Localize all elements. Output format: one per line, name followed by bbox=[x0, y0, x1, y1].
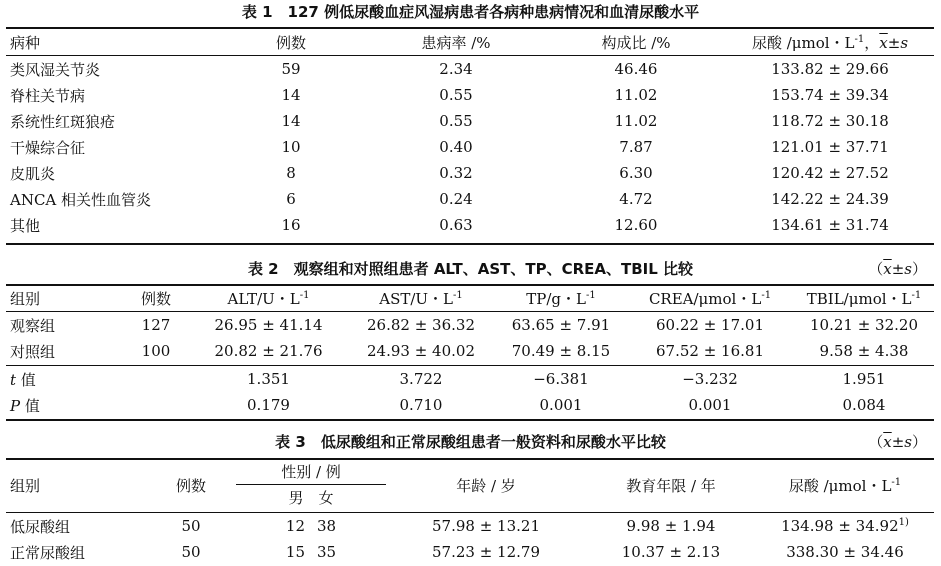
cell bbox=[756, 539, 934, 565]
cell: 皮肌炎 bbox=[10, 164, 56, 183]
cell: 60.22 ± 17.01 bbox=[656, 316, 764, 334]
cell: 153.74 ± 39.34 bbox=[771, 86, 889, 104]
cell: 1.351 bbox=[247, 370, 290, 388]
cell: 57.98 ± 13.21 bbox=[432, 517, 540, 535]
cell: 100 bbox=[141, 342, 171, 360]
sd-symbol: s bbox=[900, 33, 909, 52]
header-text: TBIL/μmol・L bbox=[806, 289, 912, 308]
table-row bbox=[6, 392, 934, 418]
cell: 8 bbox=[286, 164, 296, 182]
table2-header-group: 组别 bbox=[10, 289, 41, 308]
table1-body bbox=[6, 56, 934, 238]
table2-caption: 表 2 观察组和对照组患者 ALT、AST、TP、CREA、TBIL 比较 bbox=[247, 260, 694, 278]
table-row bbox=[6, 56, 934, 82]
cell: 低尿酸组 bbox=[10, 517, 71, 536]
cell: 类风湿关节炎 bbox=[10, 60, 101, 79]
mean-symbol: $\overline{x}$ bbox=[883, 260, 892, 278]
cell: 12 bbox=[285, 517, 305, 535]
table-row bbox=[6, 366, 934, 392]
cell: 121.01 ± 37.71 bbox=[771, 138, 889, 156]
table2-bottom-rule bbox=[6, 419, 934, 421]
cell: 4.72 bbox=[619, 190, 653, 208]
cell: 6 bbox=[286, 190, 296, 208]
table-row bbox=[6, 82, 934, 108]
cell: 0.40 bbox=[439, 138, 473, 156]
cell: 12.60 bbox=[614, 216, 658, 234]
superscript: -1 bbox=[585, 289, 596, 301]
cell: 9.98 ± 1.94 bbox=[626, 517, 716, 535]
cell: 干燥综合征 bbox=[10, 138, 86, 157]
sd-symbol: s bbox=[904, 433, 912, 451]
separator: ， bbox=[864, 33, 880, 52]
value: 338.30 ± 34.46 bbox=[786, 543, 904, 561]
table2-header-count: 例数 bbox=[140, 289, 171, 308]
table2-unit-note bbox=[868, 259, 927, 279]
stat-symbol: P bbox=[10, 396, 21, 415]
table3-header-uric-acid bbox=[756, 460, 934, 512]
table3-header-age: 年龄 / 岁 bbox=[456, 477, 516, 495]
cell: 133.82 ± 29.66 bbox=[771, 60, 889, 78]
table3-unit-note bbox=[868, 432, 927, 452]
cell: 6.30 bbox=[619, 164, 653, 182]
spacer bbox=[226, 539, 236, 565]
cell: 26.82 ± 36.32 bbox=[367, 316, 475, 334]
paren: ） bbox=[911, 260, 927, 278]
table3-header-group: 组别 bbox=[10, 477, 41, 495]
stat-suffix: 值 bbox=[16, 370, 36, 389]
superscript: -1 bbox=[911, 289, 922, 301]
table1-header-prevalence: 患病率 /% bbox=[421, 33, 491, 52]
cell: −6.381 bbox=[533, 370, 589, 388]
header-text: CREA/μmol・L bbox=[648, 289, 762, 308]
table2-header-ast bbox=[346, 286, 496, 310]
table2-header-alt bbox=[191, 286, 346, 310]
plus-minus: ± bbox=[891, 260, 905, 278]
footnote-marker: 1) bbox=[898, 517, 909, 528]
cell: 35 bbox=[317, 543, 337, 561]
mean-symbol: $\overline{x}$ bbox=[883, 433, 892, 451]
table2-body bbox=[6, 312, 934, 364]
table-row bbox=[6, 312, 934, 338]
table1-header-uric-acid bbox=[726, 29, 934, 55]
cell: 0.084 bbox=[842, 396, 886, 414]
cell: 正常尿酸组 bbox=[10, 543, 86, 562]
table2-header-tbil bbox=[794, 286, 934, 310]
t-value-label bbox=[6, 366, 121, 392]
table3-body bbox=[6, 513, 934, 565]
plus-minus: ± bbox=[887, 33, 901, 52]
cell bbox=[121, 392, 191, 418]
cell: 127 bbox=[141, 316, 171, 334]
table2-header bbox=[6, 286, 934, 310]
cell: 16 bbox=[281, 216, 301, 234]
cell: 11.02 bbox=[614, 112, 658, 130]
cell: 14 bbox=[281, 112, 301, 130]
cell: 15 bbox=[285, 543, 305, 561]
cell: 46.46 bbox=[614, 60, 658, 78]
cell: 67.52 ± 16.81 bbox=[656, 342, 764, 360]
table-row bbox=[6, 160, 934, 186]
cell: 7.87 bbox=[619, 138, 653, 156]
table2-header-row bbox=[6, 286, 934, 310]
mean-symbol: $\overline{x}$ bbox=[879, 33, 888, 52]
cell: 其他 bbox=[10, 216, 41, 235]
superscript: -1 bbox=[299, 289, 310, 301]
superscript: -1 bbox=[891, 477, 902, 488]
table1-header-composition: 构成比 /% bbox=[601, 33, 671, 52]
header-text: 尿酸 /μmol・L bbox=[788, 477, 892, 495]
cell: 26.95 ± 41.14 bbox=[214, 316, 323, 334]
cell: 10 bbox=[281, 138, 301, 156]
cell: 120.42 ± 27.52 bbox=[771, 164, 889, 182]
table2-header-tp bbox=[496, 286, 626, 310]
cell: 2.34 bbox=[439, 60, 473, 78]
cell bbox=[756, 513, 934, 539]
cell: 0.63 bbox=[439, 216, 473, 234]
table-row bbox=[6, 539, 934, 565]
table-row bbox=[6, 134, 934, 160]
plus-minus: ± bbox=[891, 433, 905, 451]
table1-header-disease: 病种 bbox=[10, 33, 41, 52]
superscript: -1 bbox=[761, 289, 772, 301]
cell: 观察组 bbox=[10, 316, 56, 335]
cell: 脊柱关节病 bbox=[10, 86, 86, 105]
uric-acid-unit: 尿酸 /μmol・L bbox=[751, 33, 855, 52]
stat-suffix: 值 bbox=[20, 396, 40, 415]
cell: 59 bbox=[281, 60, 301, 78]
cell: 0.55 bbox=[439, 86, 473, 104]
paren: （ bbox=[868, 260, 884, 278]
table1 bbox=[6, 29, 934, 55]
table3-header-education: 教育年限 / 年 bbox=[626, 477, 716, 495]
table1-bottom-rule bbox=[6, 243, 934, 245]
cell: 0.24 bbox=[439, 190, 473, 208]
cell: 142.22 ± 24.39 bbox=[771, 190, 889, 208]
table1-header-row bbox=[6, 29, 934, 55]
p-value-label bbox=[6, 392, 121, 418]
paren: ） bbox=[911, 433, 927, 451]
table-row bbox=[6, 108, 934, 134]
table3-header-male: 男 bbox=[288, 489, 304, 507]
cell: 3.722 bbox=[399, 370, 443, 388]
cell: 118.72 ± 30.18 bbox=[771, 112, 889, 130]
cell: 134.61 ± 31.74 bbox=[771, 216, 889, 234]
header-text: TP/g・L bbox=[526, 289, 586, 308]
cell: 50 bbox=[181, 517, 201, 535]
table-row bbox=[6, 212, 934, 238]
table3-header-count: 例数 bbox=[175, 477, 206, 495]
cell: 系统性红斑狼疮 bbox=[10, 112, 116, 131]
table1-caption: 表 1 127 例低尿酸血症风湿病患者各病种患病情况和血清尿酸水平 bbox=[241, 3, 700, 21]
cell: 20.82 ± 21.76 bbox=[214, 342, 323, 360]
value: 134.98 ± 34.92 bbox=[781, 517, 899, 535]
cell: 0.001 bbox=[688, 396, 732, 414]
table3-header bbox=[6, 460, 934, 512]
cell: 0.55 bbox=[439, 112, 473, 130]
table-row bbox=[6, 513, 934, 539]
cell: 对照组 bbox=[10, 342, 56, 361]
header-text: AST/U・L bbox=[379, 289, 454, 308]
cell bbox=[121, 366, 191, 392]
cell: ANCA 相关性血管炎 bbox=[10, 190, 152, 209]
superscript: -1 bbox=[854, 33, 865, 45]
cell: 9.58 ± 4.38 bbox=[819, 342, 909, 360]
table3-header-sex: 性别 / 例 bbox=[236, 460, 386, 485]
cell: 63.65 ± 7.91 bbox=[511, 316, 611, 334]
cell: 24.93 ± 40.02 bbox=[367, 342, 475, 360]
sd-symbol: s bbox=[904, 260, 912, 278]
header-text: ALT/U・L bbox=[227, 289, 300, 308]
spacer bbox=[226, 513, 236, 539]
table1-header-count: 例数 bbox=[275, 33, 306, 52]
cell: 0.710 bbox=[399, 396, 443, 414]
table3-header-female: 女 bbox=[318, 489, 334, 507]
cell: 0.179 bbox=[247, 396, 290, 414]
cell: 1.951 bbox=[842, 370, 886, 388]
table2-stats bbox=[6, 366, 934, 418]
cell: −3.232 bbox=[682, 370, 738, 388]
cell: 57.23 ± 12.79 bbox=[432, 543, 540, 561]
paren: （ bbox=[868, 433, 884, 451]
table2-header-crea bbox=[626, 286, 794, 310]
cell: 0.32 bbox=[439, 164, 473, 182]
table-row bbox=[6, 338, 934, 364]
cell: 70.49 ± 8.15 bbox=[511, 342, 611, 360]
table3-header-sex-sub bbox=[236, 485, 386, 511]
table-row bbox=[6, 186, 934, 212]
cell: 0.001 bbox=[539, 396, 583, 414]
cell: 14 bbox=[281, 86, 301, 104]
table3-caption: 表 3 低尿酸组和正常尿酸组患者一般资料和尿酸水平比较 bbox=[275, 433, 666, 451]
stat-symbol: t bbox=[10, 370, 17, 389]
cell: 10.21 ± 32.20 bbox=[810, 316, 918, 334]
superscript: -1 bbox=[453, 289, 463, 301]
cell: 50 bbox=[181, 543, 201, 561]
cell: 10.37 ± 2.13 bbox=[621, 543, 721, 561]
cell: 11.02 bbox=[614, 86, 658, 104]
cell: 38 bbox=[317, 517, 337, 535]
